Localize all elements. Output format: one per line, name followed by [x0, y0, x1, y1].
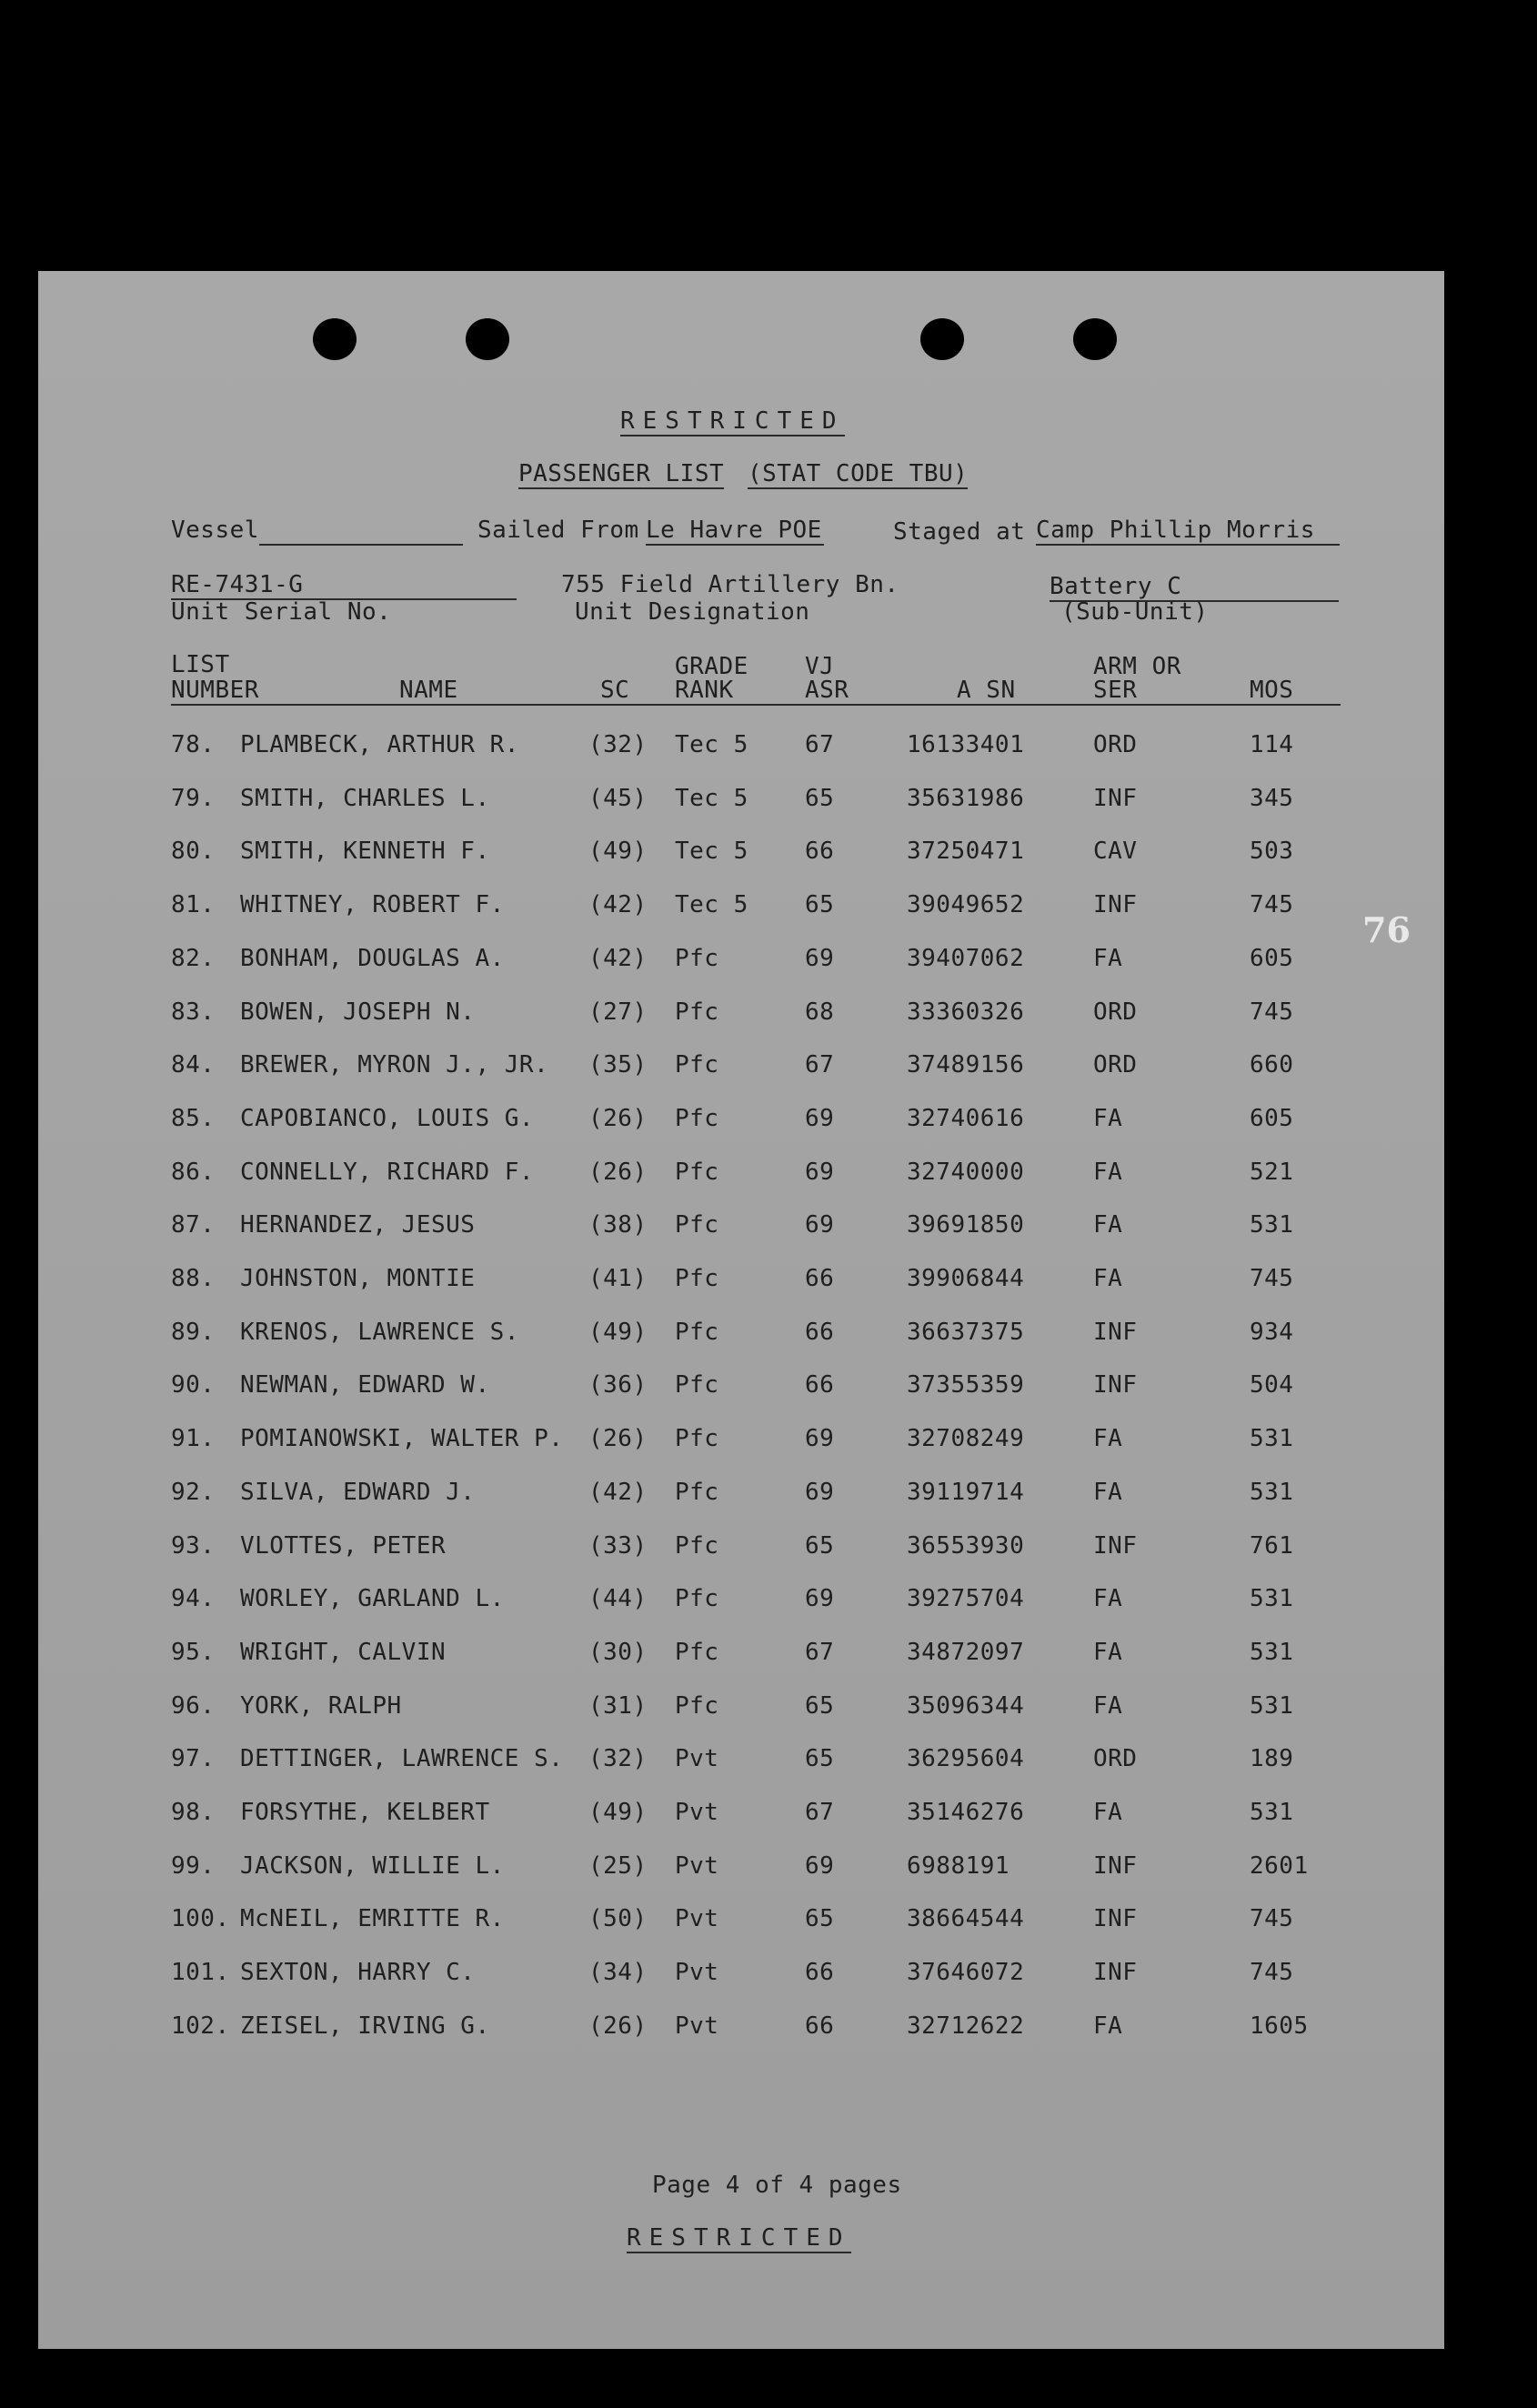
- mos-value: 605: [1250, 945, 1294, 972]
- asn-value: 35631986: [907, 785, 1025, 812]
- vj-asr-value: 69: [805, 1159, 835, 1186]
- vj-asr-value: 67: [805, 1051, 835, 1079]
- mos-value: 531: [1250, 1692, 1294, 1720]
- table-row: [38, 1211, 1444, 1248]
- arm-value: CAV: [1093, 838, 1138, 865]
- passenger-name: McNEIL, EMRITTE R.: [240, 1905, 505, 1932]
- list-number: 85.: [171, 1105, 216, 1132]
- passenger-name: SILVA, EDWARD J.: [240, 1479, 476, 1506]
- staged-at-label: Staged at: [893, 518, 1026, 546]
- grade-value: Pvt: [675, 1745, 719, 1772]
- classification-top: RESTRICTED: [620, 407, 845, 435]
- punch-hole: [313, 318, 357, 360]
- sub-unit-label: (Sub-Unit): [1061, 598, 1209, 626]
- sailed-from-label: Sailed From: [477, 517, 639, 544]
- table-row: [38, 1532, 1444, 1569]
- grade-value: Pvt: [675, 1799, 719, 1826]
- arm-value: INF: [1093, 785, 1138, 812]
- vj-asr-value: 66: [805, 838, 835, 865]
- list-number: 101.: [171, 1959, 230, 1986]
- vj-asr-value: 65: [805, 1905, 835, 1932]
- sc-value: (49): [588, 1319, 648, 1346]
- vj-asr-value: 69: [805, 1585, 835, 1612]
- arm-value: FA: [1093, 1799, 1123, 1826]
- col-list-number-top: LIST: [171, 651, 230, 678]
- margin-stamp-number: 76: [1362, 909, 1411, 950]
- vj-asr-value: 67: [805, 1799, 835, 1826]
- arm-value: INF: [1093, 1959, 1138, 1986]
- passenger-name: KRENOS, LAWRENCE S.: [240, 1319, 519, 1346]
- grade-value: Tec 5: [675, 838, 748, 865]
- arm-value: FA: [1093, 1639, 1123, 1666]
- grade-value: Pfc: [675, 1532, 719, 1560]
- col-list-number-bottom: NUMBER: [171, 677, 259, 704]
- table-row: [38, 1852, 1444, 1889]
- table-row: [38, 1319, 1444, 1355]
- passenger-name: HERNANDEZ, JESUS: [240, 1211, 476, 1239]
- table-row: [38, 731, 1444, 768]
- grade-value: Pfc: [675, 1265, 719, 1292]
- col-name: NAME: [399, 677, 458, 704]
- grade-value: Pfc: [675, 1479, 719, 1506]
- passenger-name: BREWER, MYRON J., JR.: [240, 1051, 549, 1079]
- mos-value: 531: [1250, 1425, 1294, 1452]
- grade-value: Pfc: [675, 1105, 719, 1132]
- asn-value: 32708249: [907, 1425, 1025, 1452]
- page-count: Page 4 of 4 pages: [652, 2172, 902, 2199]
- asn-value: 34872097: [907, 1639, 1025, 1666]
- arm-value: FA: [1093, 2012, 1123, 2040]
- punch-hole: [920, 318, 964, 360]
- col-mos: MOS: [1250, 677, 1294, 704]
- asn-value: 32712622: [907, 2012, 1025, 2040]
- arm-value: INF: [1093, 1905, 1138, 1932]
- asn-value: 39407062: [907, 945, 1025, 972]
- mos-value: 189: [1250, 1745, 1294, 1772]
- list-number: 91.: [171, 1425, 216, 1452]
- unit-serial-value: RE-7431-G: [171, 571, 517, 600]
- passenger-name: WHITNEY, ROBERT F.: [240, 891, 505, 918]
- mos-value: 504: [1250, 1371, 1294, 1399]
- table-row: [38, 1692, 1444, 1729]
- vj-asr-value: 65: [805, 891, 835, 918]
- asn-value: 37646072: [907, 1959, 1025, 1986]
- sc-value: (49): [588, 1799, 648, 1826]
- list-number: 79.: [171, 785, 216, 812]
- asn-value: 6988191: [907, 1852, 1010, 1880]
- col-arm-top: ARM OR: [1093, 653, 1181, 680]
- grade-value: Pfc: [675, 1211, 719, 1239]
- list-number: 100.: [171, 1905, 230, 1932]
- asn-value: 16133401: [907, 731, 1025, 758]
- grade-value: Pvt: [675, 2012, 719, 2040]
- list-number: 97.: [171, 1745, 216, 1772]
- mos-value: 531: [1250, 1585, 1294, 1612]
- grade-value: Tec 5: [675, 785, 748, 812]
- col-asn: A SN: [957, 677, 1016, 704]
- mos-value: 345: [1250, 785, 1294, 812]
- sc-value: (27): [588, 998, 648, 1026]
- sc-value: (45): [588, 785, 648, 812]
- arm-value: FA: [1093, 1479, 1123, 1506]
- table-row: [38, 998, 1444, 1035]
- arm-value: ORD: [1093, 731, 1138, 758]
- passenger-name: WORLEY, GARLAND L.: [240, 1585, 505, 1612]
- arm-value: FA: [1093, 1159, 1123, 1186]
- passenger-name: WRIGHT, CALVIN: [240, 1639, 447, 1666]
- asn-value: 39119714: [907, 1479, 1025, 1506]
- sc-value: (30): [588, 1639, 648, 1666]
- asn-value: 36637375: [907, 1319, 1025, 1346]
- grade-value: Tec 5: [675, 731, 748, 758]
- vessel-value: [259, 517, 463, 546]
- asn-value: 36553930: [907, 1532, 1025, 1560]
- grade-value: Pfc: [675, 1159, 719, 1186]
- sc-value: (35): [588, 1051, 648, 1079]
- sub-unit-value: Battery C: [1050, 573, 1339, 602]
- grade-value: Tec 5: [675, 891, 748, 918]
- sc-value: (44): [588, 1585, 648, 1612]
- vj-asr-value: 65: [805, 785, 835, 812]
- arm-value: FA: [1093, 1692, 1123, 1720]
- vj-asr-value: 65: [805, 1692, 835, 1720]
- list-number: 98.: [171, 1799, 216, 1826]
- table-row: [38, 1105, 1444, 1141]
- mos-value: 521: [1250, 1159, 1294, 1186]
- vj-asr-value: 66: [805, 1265, 835, 1292]
- table-row: [38, 1799, 1444, 1835]
- arm-value: FA: [1093, 1425, 1123, 1452]
- passenger-name: SEXTON, HARRY C.: [240, 1959, 476, 1986]
- vj-asr-value: 69: [805, 1852, 835, 1880]
- table-row: [38, 2012, 1444, 2049]
- sc-value: (42): [588, 1479, 648, 1506]
- arm-value: INF: [1093, 1852, 1138, 1880]
- sc-value: (26): [588, 1105, 648, 1132]
- asn-value: 39906844: [907, 1265, 1025, 1292]
- document-title: PASSENGER LIST: [518, 460, 725, 487]
- col-vj-top: VJ: [805, 653, 835, 680]
- vj-asr-value: 66: [805, 1319, 835, 1346]
- sc-value: (25): [588, 1852, 648, 1880]
- passenger-name: VLOTTES, PETER: [240, 1532, 447, 1560]
- vj-asr-value: 66: [805, 2012, 835, 2040]
- vj-asr-value: 67: [805, 731, 835, 758]
- grade-value: Pvt: [675, 1959, 719, 1986]
- arm-value: ORD: [1093, 1051, 1138, 1079]
- col-grade-top: GRADE: [675, 653, 748, 680]
- mos-value: 1605: [1250, 2012, 1309, 2040]
- arm-value: INF: [1093, 891, 1138, 918]
- grade-value: Pfc: [675, 1425, 719, 1452]
- mos-value: 531: [1250, 1799, 1294, 1826]
- asn-value: 39275704: [907, 1585, 1025, 1612]
- list-number: 90.: [171, 1371, 216, 1399]
- table-row: [38, 891, 1444, 928]
- asn-value: 39049652: [907, 891, 1025, 918]
- mos-value: 745: [1250, 998, 1294, 1026]
- list-number: 102.: [171, 2012, 230, 2040]
- mos-value: 2601: [1250, 1852, 1309, 1880]
- list-number: 93.: [171, 1532, 216, 1560]
- mos-value: 660: [1250, 1051, 1294, 1079]
- list-number: 81.: [171, 891, 216, 918]
- vj-asr-value: 69: [805, 945, 835, 972]
- grade-value: Pfc: [675, 998, 719, 1026]
- stat-code: (STAT CODE TBU): [748, 460, 969, 487]
- asn-value: 37489156: [907, 1051, 1025, 1079]
- col-vj-bottom: ASR: [805, 677, 849, 704]
- grade-value: Pfc: [675, 1639, 719, 1666]
- sc-value: (26): [588, 1159, 648, 1186]
- sailed-from-value: Le Havre POE: [646, 517, 824, 546]
- col-sc: SC: [600, 677, 630, 704]
- grade-value: Pfc: [675, 1051, 719, 1079]
- list-number: 87.: [171, 1211, 216, 1239]
- list-number: 86.: [171, 1159, 216, 1186]
- vj-asr-value: 68: [805, 998, 835, 1026]
- asn-value: 35146276: [907, 1799, 1025, 1826]
- asn-value: 38664544: [907, 1905, 1025, 1932]
- list-number: 84.: [171, 1051, 216, 1079]
- mos-value: 761: [1250, 1532, 1294, 1560]
- mos-value: 531: [1250, 1211, 1294, 1239]
- col-arm-bottom: SER: [1093, 677, 1138, 704]
- sc-value: (32): [588, 1745, 648, 1772]
- passenger-name: SMITH, CHARLES L.: [240, 785, 490, 812]
- unit-designation-value: 755 Field Artillery Bn.: [561, 571, 899, 598]
- table-row: [38, 1051, 1444, 1088]
- mos-value: 745: [1250, 1265, 1294, 1292]
- sc-value: (50): [588, 1905, 648, 1932]
- asn-value: 32740616: [907, 1105, 1025, 1132]
- vj-asr-value: 69: [805, 1479, 835, 1506]
- sc-value: (32): [588, 731, 648, 758]
- table-row: [38, 1159, 1444, 1195]
- grade-value: Pfc: [675, 1585, 719, 1612]
- sc-value: (42): [588, 891, 648, 918]
- sc-value: (38): [588, 1211, 648, 1239]
- mos-value: 605: [1250, 1105, 1294, 1132]
- passenger-name: JACKSON, WILLIE L.: [240, 1852, 505, 1880]
- arm-value: INF: [1093, 1532, 1138, 1560]
- grade-value: Pfc: [675, 1319, 719, 1346]
- arm-value: ORD: [1093, 1745, 1138, 1772]
- vj-asr-value: 69: [805, 1105, 835, 1132]
- sc-value: (26): [588, 2012, 648, 2040]
- passenger-name: JOHNSTON, MONTIE: [240, 1265, 476, 1292]
- vj-asr-value: 66: [805, 1959, 835, 1986]
- punch-hole: [1073, 318, 1117, 360]
- list-number: 99.: [171, 1852, 216, 1880]
- vj-asr-value: 66: [805, 1371, 835, 1399]
- table-row: [38, 1639, 1444, 1675]
- asn-value: 37250471: [907, 838, 1025, 865]
- unit-serial-label: Unit Serial No.: [171, 598, 392, 626]
- asn-value: 32740000: [907, 1159, 1025, 1186]
- mos-value: 531: [1250, 1639, 1294, 1666]
- list-number: 78.: [171, 731, 216, 758]
- header-rule: [171, 704, 1341, 706]
- table-row: [38, 838, 1444, 874]
- grade-value: Pfc: [675, 1371, 719, 1399]
- punch-hole: [466, 318, 509, 360]
- vj-asr-value: 65: [805, 1745, 835, 1772]
- sc-value: (41): [588, 1265, 648, 1292]
- table-row: [38, 1265, 1444, 1301]
- grade-value: Pfc: [675, 945, 719, 972]
- passenger-name: POMIANOWSKI, WALTER P.: [240, 1425, 564, 1452]
- arm-value: FA: [1093, 1211, 1123, 1239]
- vj-asr-value: 67: [805, 1639, 835, 1666]
- passenger-name: CONNELLY, RICHARD F.: [240, 1159, 535, 1186]
- vessel-label: Vessel: [171, 517, 259, 544]
- asn-value: 33360326: [907, 998, 1025, 1026]
- passenger-name: NEWMAN, EDWARD W.: [240, 1371, 490, 1399]
- table-row: [38, 1479, 1444, 1515]
- sc-value: (42): [588, 945, 648, 972]
- passenger-name: YORK, RALPH: [240, 1692, 402, 1720]
- table-row: [38, 1425, 1444, 1461]
- grade-value: Pfc: [675, 1692, 719, 1720]
- table-row: [38, 945, 1444, 981]
- arm-value: FA: [1093, 1585, 1123, 1612]
- arm-value: FA: [1093, 1105, 1123, 1132]
- passenger-name: FORSYTHE, KELBERT: [240, 1799, 490, 1826]
- list-number: 83.: [171, 998, 216, 1026]
- asn-value: 35096344: [907, 1692, 1025, 1720]
- document-sheet: [38, 271, 1444, 2349]
- passenger-name: DETTINGER, LAWRENCE S.: [240, 1745, 564, 1772]
- mos-value: 745: [1250, 1959, 1294, 1986]
- arm-value: FA: [1093, 1265, 1123, 1292]
- table-row: [38, 1371, 1444, 1408]
- arm-value: INF: [1093, 1319, 1138, 1346]
- list-number: 95.: [171, 1639, 216, 1666]
- table-row: [38, 1905, 1444, 1941]
- sc-value: (31): [588, 1692, 648, 1720]
- sc-value: (49): [588, 838, 648, 865]
- passenger-name: CAPOBIANCO, LOUIS G.: [240, 1105, 535, 1132]
- arm-value: FA: [1093, 945, 1123, 972]
- passenger-name: BOWEN, JOSEPH N.: [240, 998, 476, 1026]
- classification-bottom: RESTRICTED: [627, 2224, 851, 2252]
- table-row: [38, 785, 1444, 821]
- arm-value: INF: [1093, 1371, 1138, 1399]
- sc-value: (36): [588, 1371, 648, 1399]
- list-number: 96.: [171, 1692, 216, 1720]
- list-number: 89.: [171, 1319, 216, 1346]
- table-row: [38, 1745, 1444, 1781]
- table-row: [38, 1585, 1444, 1621]
- passenger-name: ZEISEL, IRVING G.: [240, 2012, 490, 2040]
- table-row: [38, 1959, 1444, 1995]
- mos-value: 531: [1250, 1479, 1294, 1506]
- list-number: 80.: [171, 838, 216, 865]
- mos-value: 745: [1250, 1905, 1294, 1932]
- asn-value: 37355359: [907, 1371, 1025, 1399]
- list-number: 94.: [171, 1585, 216, 1612]
- sc-value: (34): [588, 1959, 648, 1986]
- grade-value: Pvt: [675, 1905, 719, 1932]
- sc-value: (26): [588, 1425, 648, 1452]
- vj-asr-value: 69: [805, 1211, 835, 1239]
- mos-value: 503: [1250, 838, 1294, 865]
- vj-asr-value: 69: [805, 1425, 835, 1452]
- passenger-name: PLAMBECK, ARTHUR R.: [240, 731, 519, 758]
- unit-designation-label: Unit Designation: [575, 598, 810, 626]
- vj-asr-value: 65: [805, 1532, 835, 1560]
- col-grade-bottom: RANK: [675, 677, 734, 704]
- list-number: 92.: [171, 1479, 216, 1506]
- sc-value: (33): [588, 1532, 648, 1560]
- arm-value: ORD: [1093, 998, 1138, 1026]
- passenger-name: SMITH, KENNETH F.: [240, 838, 490, 865]
- mos-value: 934: [1250, 1319, 1294, 1346]
- asn-value: 39691850: [907, 1211, 1025, 1239]
- mos-value: 114: [1250, 731, 1294, 758]
- staged-at-value: Camp Phillip Morris: [1036, 517, 1340, 546]
- passenger-name: BONHAM, DOUGLAS A.: [240, 945, 505, 972]
- list-number: 82.: [171, 945, 216, 972]
- mos-value: 745: [1250, 891, 1294, 918]
- list-number: 88.: [171, 1265, 216, 1292]
- asn-value: 36295604: [907, 1745, 1025, 1772]
- grade-value: Pvt: [675, 1852, 719, 1880]
